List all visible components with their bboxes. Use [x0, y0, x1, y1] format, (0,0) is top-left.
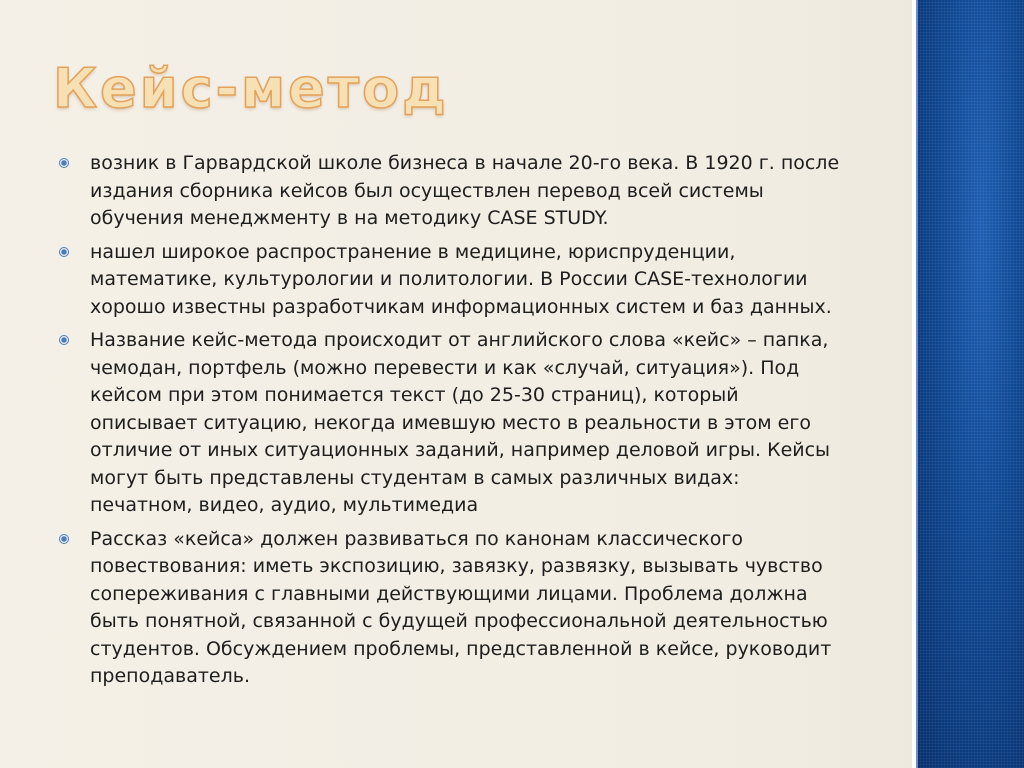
circled-dot-bullet-icon [59, 247, 69, 257]
bullet-item [58, 526, 848, 691]
decorative-side-panel [912, 0, 1024, 768]
slide-title: Кейс-метод [53, 57, 449, 120]
circled-dot-bullet-icon [59, 158, 69, 168]
bullet-item [58, 327, 848, 520]
bullet-text: нашел широкое распространение в медицине, юриспруденции, математике, культурологии и политологии. В России CASE-технологии хорошо известны разработчикам информационных систем и баз данных. [90, 240, 832, 318]
circled-dot-bullet-icon [59, 534, 69, 544]
bullet-text: возник в Гарвардской школе бизнеса в начале 20-го века. В 1920 г. после издания сборника кейсов был осуществлен перевод всей системы обучения менеджменту в на методику CASE STUDY. [90, 152, 840, 229]
circled-dot-bullet-icon [59, 335, 69, 345]
bullet-text: Название кейс-метода происходит от английского слова «кейс» – папка, чемодан, портфель (можно перевести и как «случай, ситуация»). Под кейсом при этом понимается текст (до 25-30 страниц), который описывает ситуацию, некогда имевшую место в реальности в этом его отличие от иных ситуационных заданий, например деловой игры. Кейсы могут быть представлены студентам в самых различных видах: печатном, видео, аудио, мультимедиа [90, 329, 831, 516]
bullet-text: Рассказ «кейса» должен развиваться по канонам классического повествования: иметь экспозицию, завязку, развязку, вызывать чувство сопереживания с главными действующими лицами. Проблема должна быть понятной, связанной с будущей профессиональной деятельностью студентов. Обсуждением проблемы, представленной в кейсе, руководит преподаватель. [90, 527, 832, 687]
bullet-item [58, 239, 848, 322]
bullet-list [58, 150, 848, 697]
bullet-item [58, 150, 848, 233]
